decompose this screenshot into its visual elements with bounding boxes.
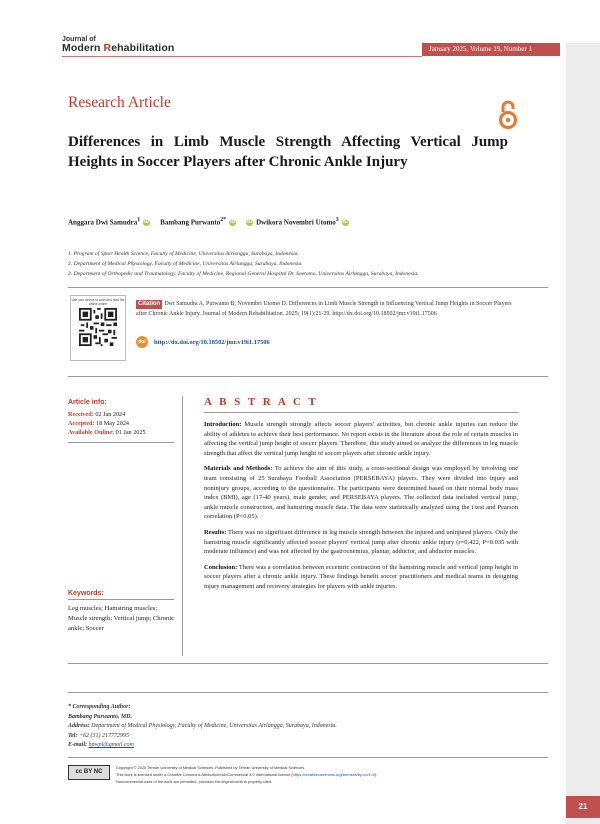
license-line-1: Copyright © 2025 Tehran University of Medical Sciences. Published by Tehran University of Medical Sciences <box>116 765 305 770</box>
author-1-sup: 1 <box>137 217 141 223</box>
tel-text: +62 (31) 217772995 <box>77 732 129 739</box>
results-text: There was no significant difference in leg muscle strength between the injured and uninjured players. Only the hamstring muscle significantly affected soccer players' vertical jump after chronic ankle injury (r=0.422, P=0.035 with moderate influence) and was not affected by the gastrocnemius, plantar, adductor, and abductor muscles. <box>204 528 518 556</box>
divider <box>68 692 548 693</box>
license-text <box>116 764 536 785</box>
methods-text: To achieve the aim of this study, a cross-sectional design was employed by involving one team consisting of 25 Surabaya Football Association (PERSEBAYA) players. They were divided into injury and noninjury groups, according to the questionnaire. The participants were determined based on their normal body mass index (BMI), age (17-40 years), male gender, and PERSEBAYA players. The collected data included vertical jump, ankle muscle construction, and hamstring muscle data. The data were statistically analyzed using the t test and Pearson correlation (P<0.05). <box>204 465 518 521</box>
received-row <box>68 410 146 419</box>
abstract-introduction <box>204 420 518 458</box>
author-3 <box>246 217 349 226</box>
journal-logo-prefix: Modern <box>62 42 104 54</box>
orcid-icon[interactable]: iD <box>144 219 150 226</box>
doi-icon: doi <box>136 336 148 348</box>
license-line-2 <box>116 771 536 778</box>
divider <box>68 287 548 288</box>
author-2-sup: 2* <box>220 217 227 223</box>
doi-row <box>136 336 270 348</box>
email-link[interactable]: bpwpl@gmail.com <box>88 742 134 748</box>
open-access-icon <box>498 100 518 130</box>
corresponding-tel <box>68 732 488 742</box>
author-2 <box>160 217 236 226</box>
doi-link[interactable]: http://dx.doi.org/10.18502/jmr.v19i1.17506 <box>154 338 270 346</box>
license-link[interactable]: https://creativecommons.org/licenses/by-nc/4.0/ <box>292 772 375 777</box>
divider <box>68 599 174 600</box>
side-bar <box>566 43 600 824</box>
author-list <box>68 217 349 226</box>
methods-label: Materials and Methods: <box>204 465 273 473</box>
online-date: 01 Jan 2025 <box>115 429 146 436</box>
abstract-body <box>204 420 518 598</box>
abstract-results <box>204 528 518 557</box>
abstract-heading: A B S T R A C T <box>204 396 319 408</box>
qr-code-icon[interactable] <box>79 308 117 346</box>
journal-logo-small: Journal of <box>62 36 96 43</box>
affiliations <box>68 249 548 279</box>
author-1-name: Anggara Dwi Samudra <box>68 218 138 227</box>
article-info <box>68 410 146 437</box>
intro-text: Muscle strength strongly affects soccer players' activities, but chronic ankle injuries can reduce the ability of athletes to achieve their best performance. No report exists in the literature about the role of certain muscles in affecting the vertical jump height of soccer players. Therefore, this study aimed to analyze the differences in leg muscle strength that affect the vertical jump height of soccer players after chronic ankle injury. <box>204 421 518 457</box>
corresponding-heading: * Corresponding Author: <box>68 704 131 710</box>
divider <box>68 442 174 443</box>
orcid-icon[interactable]: iD <box>230 219 236 226</box>
issue-band: January 2025, Volume 19, Number 1 <box>422 43 560 56</box>
abstract-methods <box>204 464 518 522</box>
affiliation-3: 3. Department of Orthopedic and Traumatology, Faculty of Medicine, Regional General Hospital Dr. Soetomo, Universitas Airlangga, Surabaya, Indonesia. <box>68 271 419 277</box>
address-label: Address: <box>68 723 90 729</box>
divider <box>68 757 548 758</box>
results-label: Results: <box>204 528 227 536</box>
license-line-3: Noncommercial uses of the work are permitted, provided the original work is properly cited. <box>116 779 273 784</box>
article-info-heading: Article info: <box>68 399 107 406</box>
keywords: Leg muscles; Hamstring muscles; Muscle strength; Vertical jump; Chronic ankle; Soccer <box>68 605 175 632</box>
journal-logo <box>62 36 174 54</box>
journal-logo-name <box>62 43 174 54</box>
license-line-2b: ). <box>374 772 378 777</box>
received-date: 02 Jan 2024 <box>95 411 126 418</box>
accepted-date: 18 May 2024 <box>96 420 130 427</box>
keywords-heading: Keywords: <box>68 590 104 597</box>
corresponding-name: Bambang Purwanto, MD. <box>68 713 133 720</box>
qr-caption: Use your device to scan and read the article online <box>71 298 125 306</box>
abstract-conclusion <box>204 563 518 592</box>
cc-license-icon[interactable]: cc BY NC <box>68 765 110 780</box>
author-3-sup: 3 <box>335 217 339 223</box>
corresponding-email <box>68 741 488 751</box>
orcid-icon[interactable]: iD <box>342 219 348 226</box>
conclusion-label: Conclusion: <box>204 563 238 571</box>
accepted-label: Accepted: <box>68 420 95 427</box>
author-2-name: Bambang Purwanto <box>160 218 221 227</box>
tel-label: Tel: <box>68 732 78 739</box>
accepted-row <box>68 419 146 428</box>
journal-logo-rest: ehabilitation <box>111 42 175 54</box>
page-number: 21 <box>566 796 600 818</box>
journal-logo-r: R <box>103 42 112 54</box>
affiliation-1: 1. Program of Sport Health Science, Faculty of Medicine, Universitas Airlangga, Surabaya, Indonesia. <box>68 251 299 257</box>
corresponding-address <box>68 722 488 732</box>
corresponding-author <box>68 703 488 751</box>
article-type: Research Article <box>68 94 171 111</box>
divider <box>68 376 548 377</box>
citation-badge: Citation <box>138 301 161 307</box>
online-label: Available Online: <box>68 429 115 436</box>
header-rule <box>62 56 422 57</box>
divider <box>204 412 518 413</box>
column-divider <box>182 396 183 656</box>
divider <box>68 663 548 664</box>
citation-text: Dwi Samudra A, Purwanto B, Novembri Utomo D. Differences in Limb Muscle Strength in Influencing Vertical Jump Heights in Soccer Players after Chronic Ankle Injury. Journal of Modern Rehabilitation. 2025; 19(1):21-29. http://dx.doi.org/10.18502/jmr.v19i1.17506 <box>136 301 512 317</box>
received-label: Received: <box>68 411 94 418</box>
intro-label: Introduction: <box>204 421 242 428</box>
article-title: Differences in Limb Muscle Strength Affecting Vertical Jump Heights in Soccer Players after Chronic Ankle Injury <box>68 134 508 170</box>
qr-box <box>70 295 126 361</box>
author-3-name: Dwikora Novembri Utomo <box>256 218 336 227</box>
author-1 <box>68 217 150 226</box>
citation <box>136 299 516 319</box>
email-label: E-mail: <box>68 742 87 748</box>
address-text: Department of Medical Physiology, Faculty of Medicine, Universitas Airlangga, Surabaya, Indonesia. <box>89 723 337 729</box>
license-line-2a: This work is licensed under a Creative Commons Attribution-NonCommercial 4.0 International license ( <box>116 772 293 777</box>
online-row <box>68 428 146 437</box>
affiliation-2: 2. Department of Medical Physiology, Faculty of Medicine, Universitas Airlangga, Surabaya, Indonesia. <box>68 261 303 267</box>
conclusion-text: There was a correlation between eccentric contraction of the hamstring muscle and vertical jump height in soccer players after a chronic ankle injury. These findings benefit soccer practitioners and medical teams in designing injury management and recovery strategies for players with ankle injuries. <box>204 563 518 590</box>
orcid-icon[interactable]: iD <box>247 219 253 226</box>
